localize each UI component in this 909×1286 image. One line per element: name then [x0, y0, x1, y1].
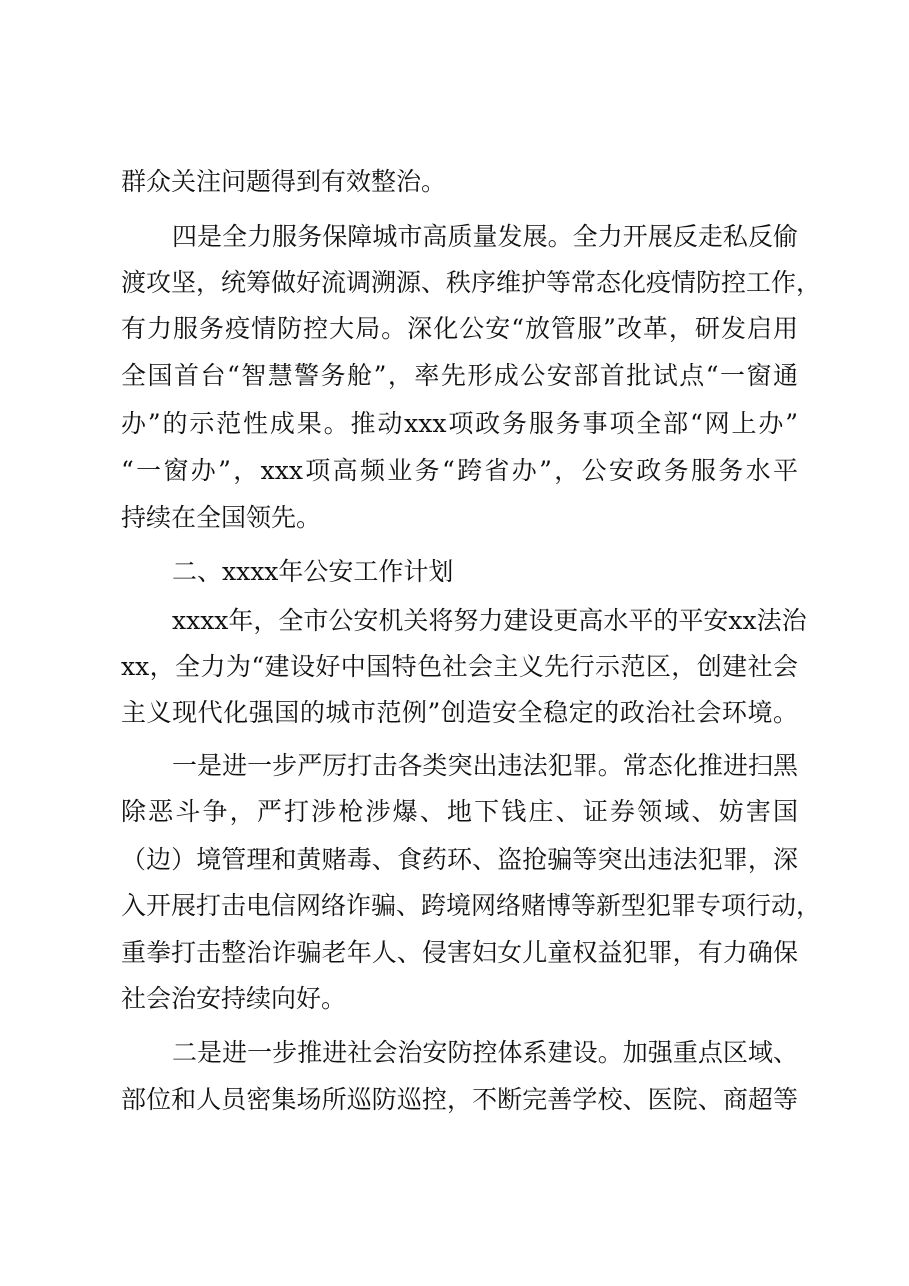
- text-line-content: （边）境管理和黄赌毒、食药环、盗抢骗等突出违法犯罪，深: [121, 845, 798, 874]
- text-line: [0, 263, 909, 303]
- text-line-content: 全国首台“智慧警务舱”，率先形成公安部首批试点“一窗通: [121, 361, 798, 390]
- section-heading-text: 二、xxxx年公安工作计划: [172, 557, 454, 586]
- text-line-content: xxxx年，全市公安机关将努力建设更高水平的平安xx法治: [172, 606, 807, 635]
- text-line-content: 群众关注问题得到有效整治。: [121, 167, 447, 196]
- text-line-content: 办”的示范性成果。推动xxx项政务服务事项全部“网上办”: [121, 409, 798, 438]
- text-line: [0, 162, 909, 202]
- text-line-content: 主义现代化强国的城市范例”创造安全稳定的政治社会环境。: [121, 698, 798, 727]
- text-line: [0, 693, 909, 733]
- paragraph-start-line: [0, 1033, 909, 1073]
- text-line-content: xx，全力为“建设好中国特色社会主义先行示范区，创建社会: [121, 652, 798, 681]
- text-line-content: 社会治安持续向好。: [121, 984, 347, 1013]
- text-line-content: 一是进一步严厉打击各类突出违法犯罪。常态化推进扫黑: [172, 751, 798, 780]
- text-line-content: 渡攻坚，统筹做好流调溯源、秩序维护等常态化疫情防控工作，: [121, 268, 822, 297]
- text-line-content: 二是进一步推进社会治安防控体系建设。加强重点区域、: [172, 1038, 798, 1067]
- text-line-content: 四是全力服务保障城市高质量发展。全力开展反走私反偷: [172, 222, 798, 251]
- text-line-content: 部位和人员密集场所巡防巡控，不断完善学校、医院、商超等: [121, 1085, 798, 1114]
- text-line-content: 有力服务疫情防控大局。深化公安“放管服”改革，研发启用: [121, 314, 798, 343]
- text-line: [0, 933, 909, 973]
- paragraph-start-line: [0, 746, 909, 786]
- paragraph-start-line: [0, 217, 909, 257]
- section-heading: [0, 552, 909, 592]
- text-line-content: “一窗办”，xxx项高频业务“跨省办”，公安政务服务水平: [121, 456, 798, 485]
- text-line: [0, 309, 909, 349]
- text-line-content: 除恶斗争，严打涉枪涉爆、地下钱庄、证券领域、妨害国: [121, 797, 798, 826]
- text-line: [0, 886, 909, 926]
- text-line-content: 持续在全国领先。: [121, 503, 322, 532]
- text-line: [0, 840, 909, 880]
- text-line: [0, 451, 909, 491]
- text-line-content: 入开展打击电信网络诈骗、跨境网络赌博等新型犯罪专项行动，: [121, 891, 822, 920]
- text-line: [0, 404, 909, 444]
- text-line: [0, 498, 909, 538]
- text-line: [0, 979, 909, 1019]
- text-line-content: 重拳打击整治诈骗老年人、侵害妇女儿童权益犯罪，有力确保: [121, 938, 798, 967]
- text-line: [0, 792, 909, 832]
- paragraph-start-line: [0, 601, 909, 641]
- text-line: [0, 647, 909, 687]
- text-line: [0, 356, 909, 396]
- text-line: [0, 1080, 909, 1120]
